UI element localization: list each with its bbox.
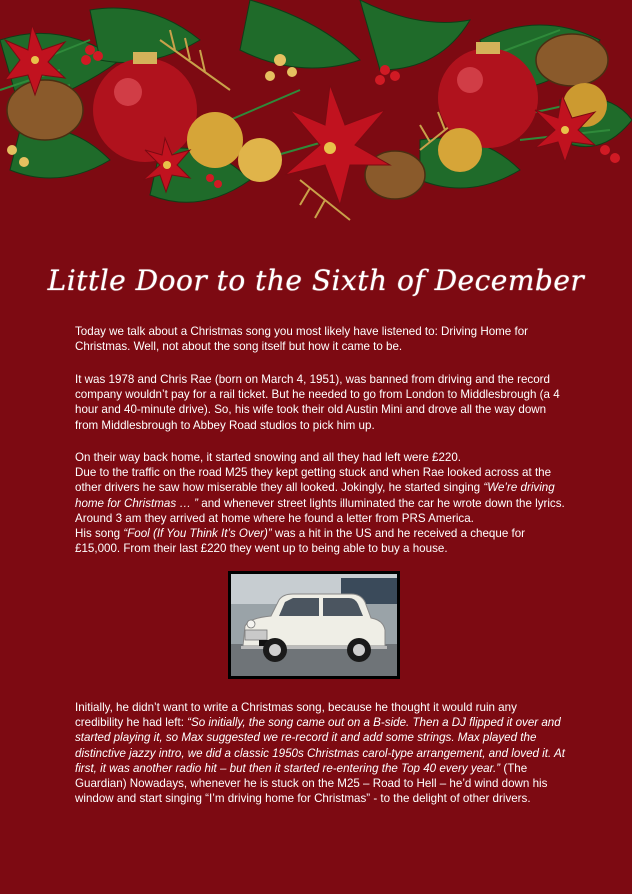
christmas-garland-banner [0,0,632,250]
austin-mini-photo [228,571,400,679]
paragraph-background [75,372,567,433]
paragraph-story [75,450,567,556]
paragraph-story-line3 [75,526,567,556]
paragraph-story-line1: On their way back home, it started snowing and all they had left were £220. [75,451,462,464]
page-title: Little Door to the Sixth of December [47,264,585,297]
story-text-a: Due to the traffic on the road M25 they kept getting stuck and when Rae looked across at the other drivers he saw how miserable they all looked. Jokingly, he started singing [75,466,552,495]
car-image [231,574,397,676]
paragraph-background-text: It was 1978 and Chris Rae (born on March 4, 1951), was banned from driving and the record company wouldn’t pay for a rail ticket. But he needed to go from London to Middlesbrough (a 4 hour and 40-minute drive). So, his wife took their old Austin Mini and drove all the way down from Middlesbrough to Abbey Road studios to pick him up. [75,373,560,432]
story-text-b: and whenever street lights illuminated the car he wrote down the lyrics. Around 3 am they arrived at home where he found a letter from PRS America. [75,496,565,525]
story-text-c: His song [75,527,124,541]
origin-text-a: Initially, he didn’t want to write a Christmas song, because he thought it would ruin any credibility he had left: [75,701,517,730]
song-title-quote: “Fool (If You Think It’s Over)” [123,527,272,541]
paragraph-song-origin-text [75,700,567,806]
lyric-quote: “We’re driving home for Christmas … ” [75,481,555,510]
story-text-d: was a hit in the US and he received a cheque for £15,000. From their last £220 they went up to being able to buy a house. [75,527,526,556]
interview-quote: “So initially, the song came out on a B-side. Then a DJ flipped it over and started playing it, so Max suggested we re-record it and add some strings. Max played the distinctive jazzy intro, we did a classic 1950s Christmas carol-type arrangement, and loved it. At first, it was another radio hit – but then it started re-entering the Top 40 every year.” [75,716,565,775]
paragraph-song-origin [75,700,567,806]
origin-text-b: (The Guardian) Nowadays, whenever he is stuck on the M25 – Road to Hell – he’d wind down his window and start singing “I’m driving home for Christmas” - to the delight of other drivers. [75,761,548,806]
paragraph-intro-text: Today we talk about a Christmas song you most likely have listened to: Driving Home for Christmas. Well, not about the song itself but how it came to be. [75,325,529,354]
paragraph-intro [75,324,567,354]
paragraph-story-line2 [75,465,567,526]
